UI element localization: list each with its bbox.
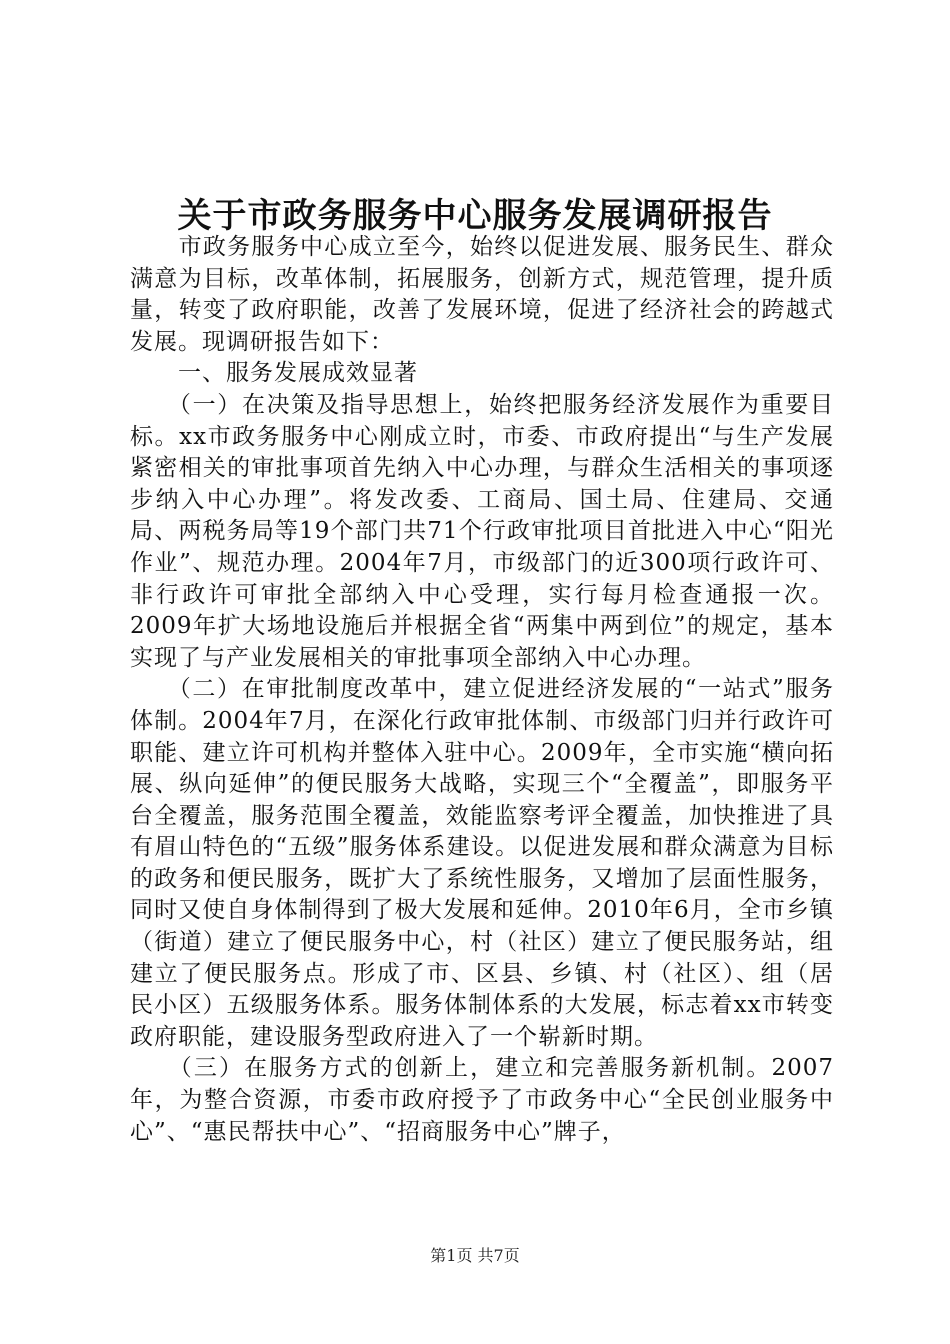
document-body: [130, 232, 834, 1148]
page-footer: 第1页 共7页: [430, 1246, 520, 1265]
section-heading-1: 一、服务发展成效显著: [130, 360, 418, 387]
paragraph-intro: 市政务服务中心成立至今，始终以促进发展、服务民生、群众满意为目标，改革体制，拓展服务，创新方式，规范管理，提升质量，转变了政府职能，改善了发展环境，促进了经济社会的跨越式发展。现调研报告如下：: [130, 234, 834, 355]
page-title: 关于市政务服务中心服务发展调研报告: [177, 196, 773, 236]
paragraph-2: （二）在审批制度改革中，建立促进经济发展的“一站式”服务体制。2004年7月，在深化行政审批体制、市级部门归并行政许可职能、建立许可机构并整体入驻中心。2009年，全市实施“横向拓展、纵向延伸”的便民服务大战略，实现三个“全覆盖”，即服务平台全覆盖，服务范围全覆盖，效能监察考评全覆盖，加快推进了具有眉山特色的“五级”服务体系建设。以促进发展和群众满意为目标的政务和便民服务，既扩大了系统性服务，又增加了层面性服务，同时又使自身体制得到了极大发展和延伸。2010年6月，全市乡镇（街道）建立了便民服务中心，村（社区）建立了便民服务站，组建立了便民服务点。形成了市、区县、乡镇、村（社区）、组（居民小区）五级服务体系。服务体制体系的大发展，标志着xx市转变政府职能，建设服务型政府进入了一个崭新时期。: [130, 676, 834, 1050]
paragraph-1: （一）在决策及指导思想上，始终把服务经济发展作为重要目标。xx市政务服务中心刚成立时，市委、市政府提出“与生产发展紧密相关的审批事项首先纳入中心办理，与群众生活相关的事项逐步纳入中心办理”。将发改委、工商局、国土局、住建局、交通局、两税务局等19个部门共71个行政审批项目首批进入中心“阳光作业”、规范办理。2004年7月，市级部门的近300项行政许可、非行政许可审批全部纳入中心受理，实行每月检查通报一次。2009年扩大场地设施后并根据全省“两集中两到位”的规定，基本实现了与产业发展相关的审批事项全部纳入中心办理。: [130, 391, 834, 671]
paragraph-3: （三）在服务方式的创新上，建立和完善服务新机制。2007年，为整合资源，市委市政府授予了市政务中心“全民创业服务中心”、“惠民帮扶中心”、“招商服务中心”牌子，: [130, 1055, 834, 1145]
